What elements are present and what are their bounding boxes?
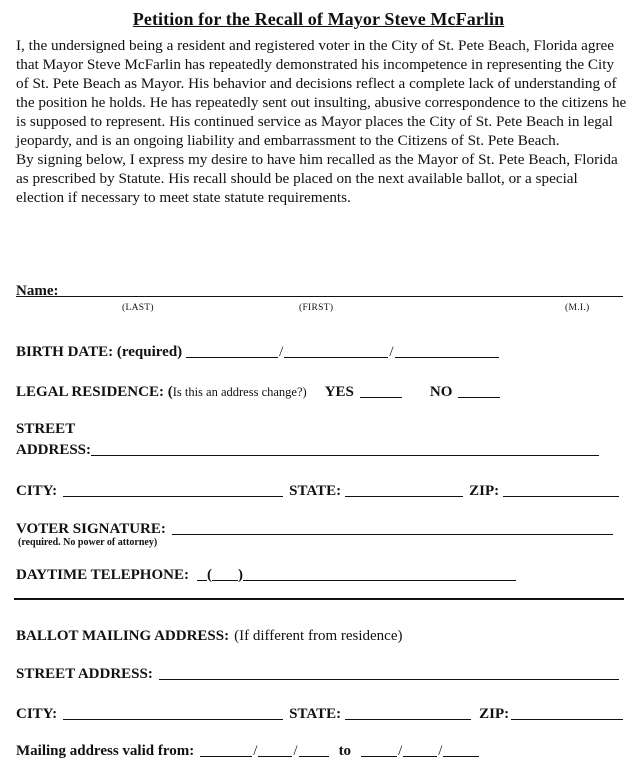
yes-label: YES bbox=[324, 384, 354, 400]
mailing-zip-field[interactable] bbox=[511, 719, 623, 720]
zip-label: ZIP: bbox=[469, 483, 500, 499]
valid-from-month-field[interactable] bbox=[200, 756, 252, 757]
petition-intro bbox=[16, 36, 628, 207]
valid-from-day-field[interactable] bbox=[258, 756, 292, 757]
birth-sep-1: / bbox=[279, 344, 284, 360]
valid-to-sep-1: / bbox=[398, 743, 403, 759]
street-address-row bbox=[16, 435, 599, 459]
intro-paragraph-2: By signing below, I express my desire to have him recalled as the Mayor of St. Pete Beach, Florida as prescribed by Statute. His recall should be placed on the next available ballot, or a special election if necessary to meet state statute requirements. bbox=[16, 151, 618, 206]
state-label: STATE: bbox=[289, 483, 342, 499]
no-field[interactable] bbox=[458, 397, 500, 398]
yes-field[interactable] bbox=[360, 397, 402, 398]
birth-sep-2: / bbox=[389, 344, 394, 360]
birth-date-label: BIRTH DATE: (required) bbox=[16, 344, 183, 360]
mailing-street-field[interactable] bbox=[159, 679, 619, 680]
name-field[interactable] bbox=[58, 296, 623, 297]
birth-day-field[interactable] bbox=[284, 357, 388, 358]
valid-to-day-field[interactable] bbox=[403, 756, 437, 757]
signature-field[interactable] bbox=[172, 534, 613, 535]
mailing-city-label: CITY: bbox=[16, 706, 58, 722]
valid-from-year-field[interactable] bbox=[299, 756, 329, 757]
name-sub-first: (FIRST) bbox=[299, 303, 334, 313]
legal-residence-note: Is this an address change?) bbox=[172, 385, 307, 399]
telephone-paren-open: ( bbox=[206, 567, 212, 583]
mailing-city-field[interactable] bbox=[63, 719, 283, 720]
valid-from-sep-1: / bbox=[253, 743, 258, 759]
name-sub-last: (LAST) bbox=[122, 303, 154, 313]
legal-residence-row bbox=[16, 377, 556, 401]
telephone-paren-close: ) bbox=[237, 567, 243, 583]
zip-field[interactable] bbox=[503, 496, 619, 497]
mailing-to-label: to bbox=[338, 743, 352, 759]
telephone-area-code-field[interactable] bbox=[212, 580, 238, 581]
name-label: Name: bbox=[16, 283, 59, 299]
valid-from-sep-2: / bbox=[293, 743, 298, 759]
birth-year-field[interactable] bbox=[395, 357, 499, 358]
birth-month-field[interactable] bbox=[186, 357, 278, 358]
birth-date-row bbox=[16, 337, 536, 361]
mailing-zip-label: ZIP: bbox=[479, 706, 510, 722]
mailing-state-label: STATE: bbox=[289, 706, 342, 722]
mailing-state-field[interactable] bbox=[345, 719, 471, 720]
street-label-bottom: ADDRESS: bbox=[16, 442, 92, 458]
street-label-top: STREET bbox=[16, 421, 76, 437]
mailing-heading-label: BALLOT MAILING ADDRESS: bbox=[16, 628, 230, 644]
petition-title: Petition for the Recall of Mayor Steve McFarlin bbox=[132, 9, 505, 29]
telephone-lead-line bbox=[197, 580, 207, 581]
telephone-row bbox=[16, 560, 516, 584]
street-address-field[interactable] bbox=[91, 455, 599, 456]
legal-residence-label: LEGAL RESIDENCE: ( bbox=[16, 384, 173, 400]
mailing-valid-row bbox=[16, 736, 536, 760]
intro-paragraph-1: I, the undersigned being a resident and registered voter in the City of St. Pete Beach, Florida agree that Mayor Steve McFarlin has repeatedly demonstrated his incompetence in representing the City of St. Pete Beach as Mayor. His behavior and decisions reflect a complete lack of understanding of the position he holds. He has repeatedly sent out insulting, abusive correspondence to the citizens he is supposed to represent. His continued service as Mayor places the City of St. Pete Beach in legal jeopardy, and is an ongoing liability and embarrassment to the Citizens of St. Pete Beach. bbox=[16, 37, 627, 149]
mailing-street-row bbox=[16, 659, 619, 683]
signature-row bbox=[16, 514, 613, 538]
state-field[interactable] bbox=[345, 496, 463, 497]
telephone-label: DAYTIME TELEPHONE: bbox=[16, 567, 189, 583]
mailing-heading-row bbox=[16, 621, 516, 645]
mailing-valid-label: Mailing address valid from: bbox=[16, 743, 195, 759]
mailing-city-state-zip-row bbox=[16, 699, 623, 723]
name-sub-mi: (M.I.) bbox=[565, 303, 590, 313]
city-state-zip-row bbox=[16, 476, 619, 500]
no-label: NO bbox=[429, 384, 453, 400]
valid-to-month-field[interactable] bbox=[361, 756, 397, 757]
signature-label: VOTER SIGNATURE: bbox=[16, 521, 166, 537]
mailing-heading-note: (If different from residence) bbox=[234, 628, 403, 644]
valid-to-year-field[interactable] bbox=[443, 756, 479, 757]
city-label: CITY: bbox=[16, 483, 58, 499]
section-divider bbox=[14, 598, 624, 600]
city-field[interactable] bbox=[63, 496, 283, 497]
mailing-street-label: STREET ADDRESS: bbox=[16, 666, 153, 682]
name-row bbox=[16, 276, 623, 300]
signature-note: (required. No power of attorney) bbox=[18, 537, 158, 548]
telephone-number-field[interactable] bbox=[243, 580, 516, 581]
valid-to-sep-2: / bbox=[438, 743, 443, 759]
